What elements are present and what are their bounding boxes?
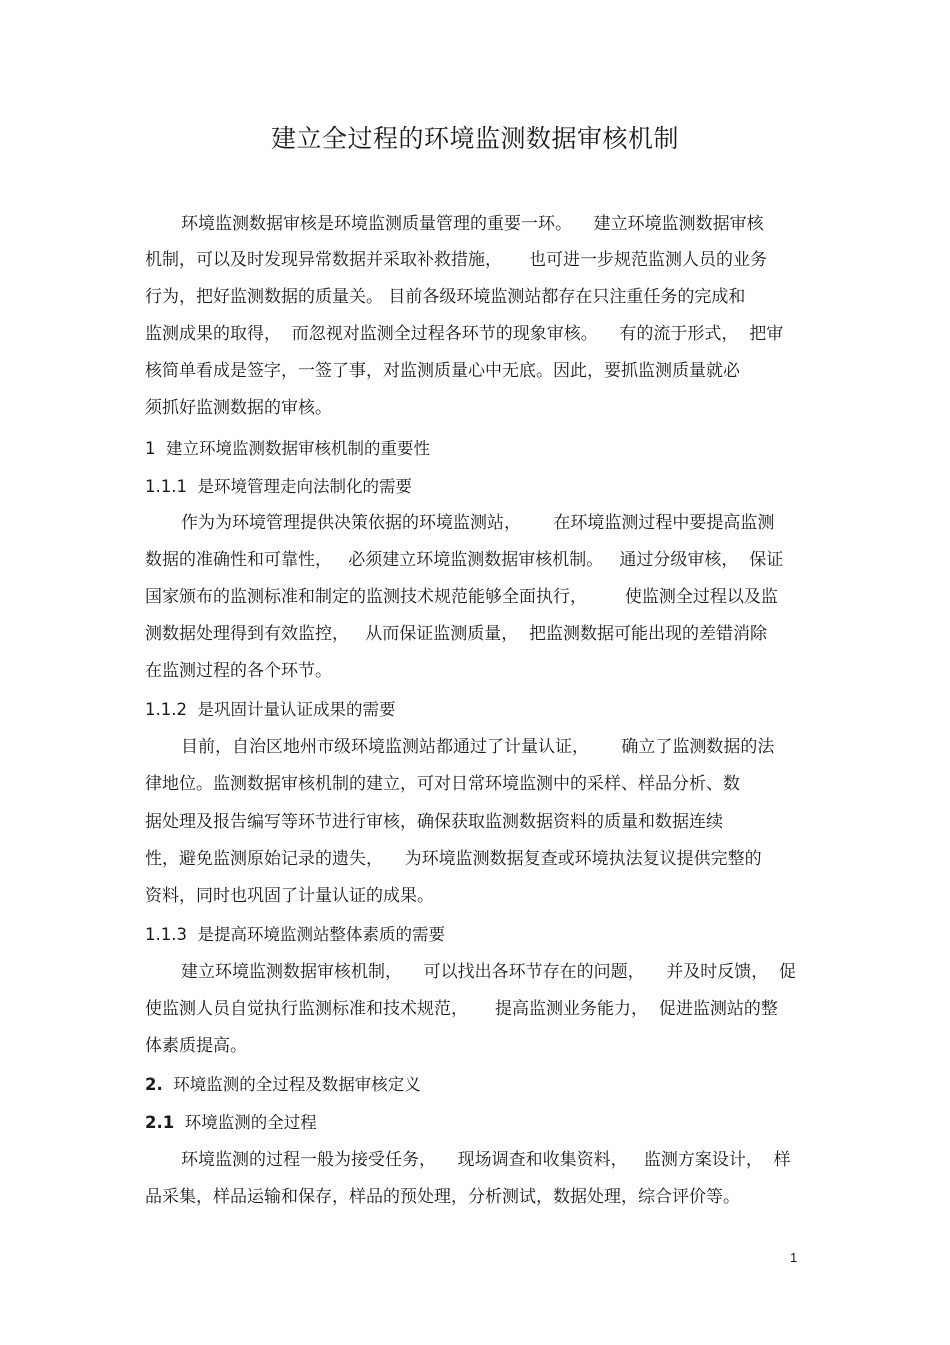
intro-line: 环境监测数据审核是环境监测质量管理的重要一环。 建立环境监测数据审核 [181,214,764,234]
paragraph-line: 性，避免监测原始记录的遗失， 为环境监测数据复查或环境执法复议提供完整的 [145,849,762,869]
section-number: 2. [145,1075,163,1094]
subsection-heading-2-1 [145,1111,317,1135]
paragraph-line: 建立环境监测数据审核机制， 可以找出各环节存在的问题， 并及时反馈， 促 [181,962,797,982]
intro-line: 监测成果的取得， 而忽视对监测全过程各环节的现象审核。 有的流于形式， 把审 [145,324,784,344]
paragraph-line: 资料，同时也巩固了计量认证的成果。 [145,886,434,906]
paragraph-line: 律地位。监测数据审核机制的建立，可对日常环境监测中的采样、样品分析、数 [145,774,740,794]
section-heading-1: 1 建立环境监测数据审核机制的重要性 [145,439,430,458]
paragraph-line: 数据的准确性和可靠性， 必须建立环境监测数据审核机制。 通过分级审核， 保证 [145,550,784,570]
subsection-heading-1-1-1: 1.1.1 是环境管理走向法制化的需要 [145,477,412,496]
paragraph-line: 据处理及报告编写等环节进行审核，确保获取监测数据资料的质量和数据连续 [145,812,723,832]
paragraph-line: 使监测人员自觉执行监测标准和技术规范， 提高监测业务能力， 促进监测站的整 [145,999,778,1019]
subsection-heading-1-1-2: 1.1.2 是巩固计量认证成果的需要 [145,700,396,719]
section-heading-2 [145,1073,421,1097]
paragraph-line: 国家颁布的监测标准和制定的监测技术规范能够全面执行， 使监测全过程以及监 [145,587,778,607]
intro-line: 机制，可以及时发现异常数据并采取补救措施， 也可进一步规范监测人员的业务 [145,250,768,270]
section-title: 环境监测的全过程 [174,1113,317,1132]
intro-line: 行为，把好监测数据的质量关。 目前各级环境监测站都存在只注重任务的完成和 [145,287,746,307]
document-title: 建立全过程的环境监测数据审核机制 [270,124,679,153]
paragraph-line: 体素质提高。 [145,1036,247,1056]
paragraph-line: 作为为环境管理提供决策依据的环境监测站， 在环境监测过程中要提高监测 [181,513,775,533]
paragraph-line: 环境监测的过程一般为接受任务， 现场调查和收集资料， 监测方案设计， 样 [181,1150,791,1170]
paragraph-line: 品采集，样品运输和保存，样品的预处理，分析测试，数据处理，综合评价等。 [145,1187,740,1207]
intro-line: 核简单看成是签字，一签了事，对监测质量心中无底。因此，要抓监测质量就必 [145,361,740,381]
paragraph-line: 目前，自治区地州市级环境监测站都通过了计量认证， 确立了监测数据的法 [181,737,775,757]
intro-line: 须抓好监测数据的审核。 [145,398,332,418]
section-title: 环境监测的全过程及数据审核定义 [162,1075,421,1094]
paragraph-line: 测数据处理得到有效监控， 从而保证监测质量， 把监测数据可能出现的差错消除 [145,624,768,644]
section-number: 2.1 [145,1113,175,1132]
page-number: 1 [790,1250,798,1265]
paragraph-line: 在监测过程的各个环节。 [145,661,332,681]
subsection-heading-1-1-3: 1.1.3 是提高环境监测站整体素质的需要 [145,925,445,944]
